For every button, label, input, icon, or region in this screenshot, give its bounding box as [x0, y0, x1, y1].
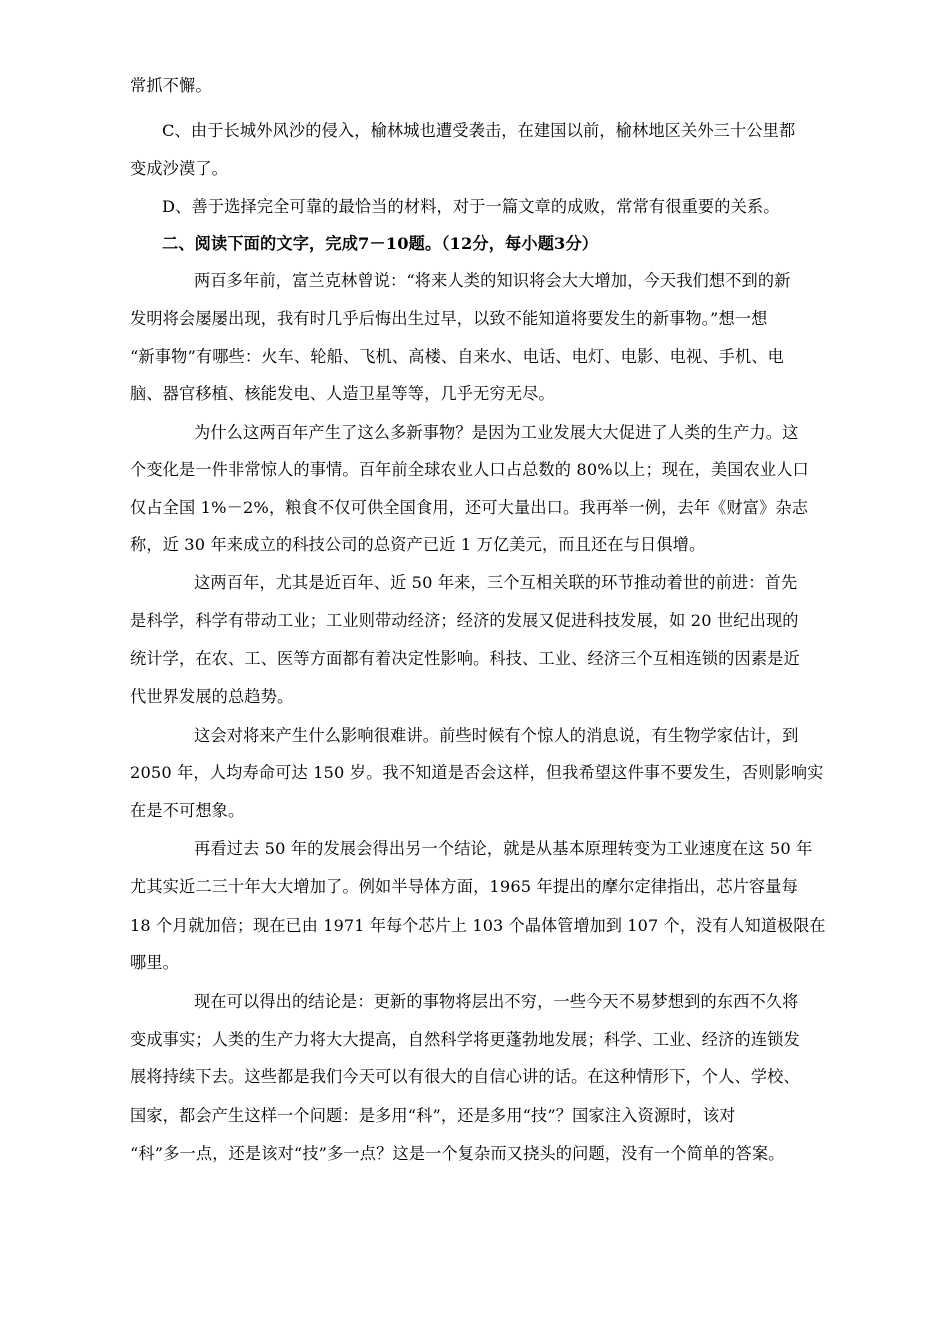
text-line: 是科学，科学有带动工业；工业则带动经济；经济的发展又促进科技发展，如 20 世纪出现的 — [130, 611, 799, 630]
text-line: 统计学，在农、工、医等方面都有着决定性影响。科技、工业、经济三个互相连锁的因素是近 — [130, 649, 800, 668]
text-line: 变成事实；人类的生产力将大大提高，自然科学将更蓬勃地发展；科学、工业、经济的连锁发 — [130, 1030, 800, 1049]
text-line: 哪里。 — [130, 953, 180, 972]
text-line: 18 个月就加倍；现在已由 1971 年每个芯片上 103 个晶体管增加到 107 个，没有人知道极限在 — [130, 916, 826, 935]
text-line: 脑、器官移植、核能发电、人造卫星等等，几乎无穷无尽。 — [130, 384, 555, 403]
text-line: 尤其实近二三十年大大增加了。例如半导体方面，1965 年提出的摩尔定律指出，芯片容量每 — [130, 877, 798, 896]
text-line: “新事物”有哪些：火车、轮船、飞机、高楼、自来水、电话、电灯、电影、电视、手机、电 — [130, 347, 785, 366]
section-heading: 二、阅读下面的文字，完成7－10题。（12分，每小题3分） — [162, 234, 599, 253]
text-line: 称，近 30 年来成立的科技公司的总资产已近 1 万亿美元，而且还在与日俱增。 — [130, 535, 706, 554]
text-line: 常抓不懈。 — [130, 76, 212, 95]
text-line: 发明将会屡屡出现，我有时几乎后悔出生过早，以致不能知道将要发生的新事物。”想一想 — [130, 309, 768, 328]
text-line: 仅占全国 1%－2%，粮食不仅可供全国食用，还可大量出口。我再举一例，去年《财富》杂志 — [130, 498, 809, 517]
text-line: 两百多年前，富兰克林曾说：“将来人类的知识将会大大增加，今天我们想不到的新 — [194, 271, 791, 290]
text-line: 再看过去 50 年的发展会得出另一个结论，就是从基本原理转变为工业速度在这 50 年 — [194, 839, 813, 858]
text-line: 现在可以得出的结论是：更新的事物将层出不穷，一些今天不易梦想到的东西不久将 — [194, 992, 799, 1011]
text-line: 展将持续下去。这些都是我们今天可以有很大的自信心讲的话。在这种情形下，个人、学校、 — [130, 1067, 800, 1086]
text-line: 变成沙漠了。 — [130, 159, 229, 178]
text-line: “科”多一点，还是该对“技”多一点？这是一个复杂而又挠头的问题，没有一个简单的答案。 — [130, 1144, 785, 1163]
text-line: D、善于选择完全可靠的最恰当的材料，对于一篇文章的成败，常常有很重要的关系。 — [162, 197, 780, 216]
text-line: 2050 年，人均寿命可达 150 岁。我不知道是否会这样，但我希望这件事不要发生，否则影响实 — [130, 763, 824, 782]
text-line: 代世界发展的总趋势。 — [130, 687, 294, 706]
text-line: 国家，都会产生这样一个问题：是多用“科”，还是多用“技”？国家注入资源时，该对 — [130, 1106, 736, 1125]
text-line: 为什么这两百年产生了这么多新事物？是因为工业发展大大促进了人类的生产力。这 — [194, 423, 799, 442]
text-line: 这两百年，尤其是近百年、近 50 年来，三个互相关联的环节推动着世的前进：首先 — [194, 573, 798, 592]
text-line: C、由于长城外风沙的侵入，榆林城也遭受袭击，在建国以前，榆林地区关外三十公里都 — [162, 121, 796, 140]
text-line: 在是不可想象。 — [130, 801, 245, 820]
text-line: 这会对将来产生什么影响很难讲。前些时候有个惊人的消息说，有生物学家估计，到 — [194, 726, 799, 745]
text-line: 个变化是一件非常惊人的事情。百年前全球农业人口占总数的 80%以上；现在，美国农业人口 — [130, 460, 809, 479]
